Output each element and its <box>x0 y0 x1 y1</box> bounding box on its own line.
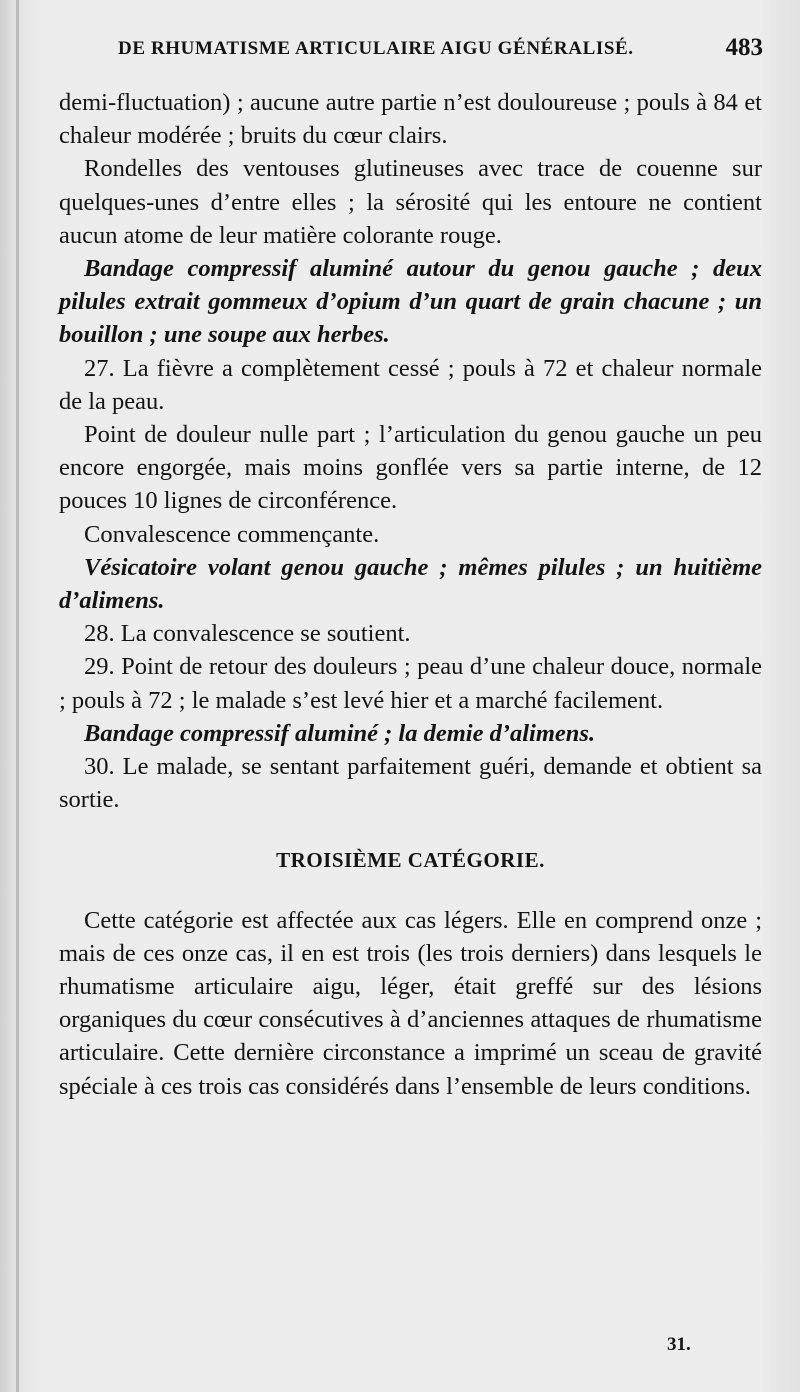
paragraph: 30. Le malade, se sentant parfaitement guéri, demande et obtient sa sortie. <box>59 753 762 814</box>
page-header <box>118 34 763 68</box>
treatment-paragraph: Vésicatoire volant genou gauche ; mêmes pilules ; un huitième d’alimens. <box>59 553 762 615</box>
paragraph: demi-fluctuation) ; aucune autre partie n’est douloureuse ; pouls à 84 et chaleur modérée ; bruits du cœur clairs. <box>59 89 762 150</box>
treatment-paragraph: Bandage compressif aluminé ; la demie d’alimens. <box>84 719 596 747</box>
page-number: 483 <box>725 34 763 61</box>
page-gutter-shadow <box>16 0 19 1392</box>
paragraph: 27. La fièvre a complètement cessé ; pouls à 72 et chaleur normale de la peau. <box>59 354 762 415</box>
signature-mark: 31. <box>667 1334 691 1355</box>
section-heading: TROISIÈME CATÉGORIE. <box>276 848 545 873</box>
paragraph: 28. La convalescence se soutient. <box>84 620 411 648</box>
treatment-paragraph: Bandage compressif aluminé autour du genou gauche ; deux pilules extrait gommeux d’opium d’un quart de grain chacune ; un bouillon ; une soupe aux herbes. <box>59 255 762 349</box>
section-paragraph: Cette catégorie est affectée aux cas légers. Elle en comprend onze ; mais de ces onze cas, il en est trois (les trois derniers) dans lesquels le rhumatisme articulaire aigu, léger, était greffé sur des lésions organiques du cœur consécutives à d’anciennes attaques de rhumatisme articulaire. Cette dernière circonstance a imprimé un sceau de gravité spéciale à ces trois cas considérés dans l’ensemble de leurs conditions. <box>59 906 762 1100</box>
paragraph: Rondelles des ventouses glutineuses avec trace de couenne sur quelques-unes d’entre elles ; la sérosité qui les entoure ne contient aucun atome de leur matière colorante rouge. <box>59 155 762 249</box>
running-head: DE RHUMATISME ARTICULAIRE AIGU GÉNÉRALISÉ. <box>118 38 634 59</box>
body-text <box>59 86 762 1103</box>
paragraph: Point de douleur nulle part ; l’articulation du genou gauche un peu encore engorgée, mais moins gonflée vers sa partie interne, de 12 pouces 10 lignes de circonférence. <box>59 421 762 515</box>
paragraph: Convalescence commençante. <box>84 520 380 548</box>
paragraph: 29. Point de retour des douleurs ; peau d’une chaleur douce, normale ; pouls à 72 ; le malade s’est levé hier et a marché facilement. <box>59 653 762 714</box>
